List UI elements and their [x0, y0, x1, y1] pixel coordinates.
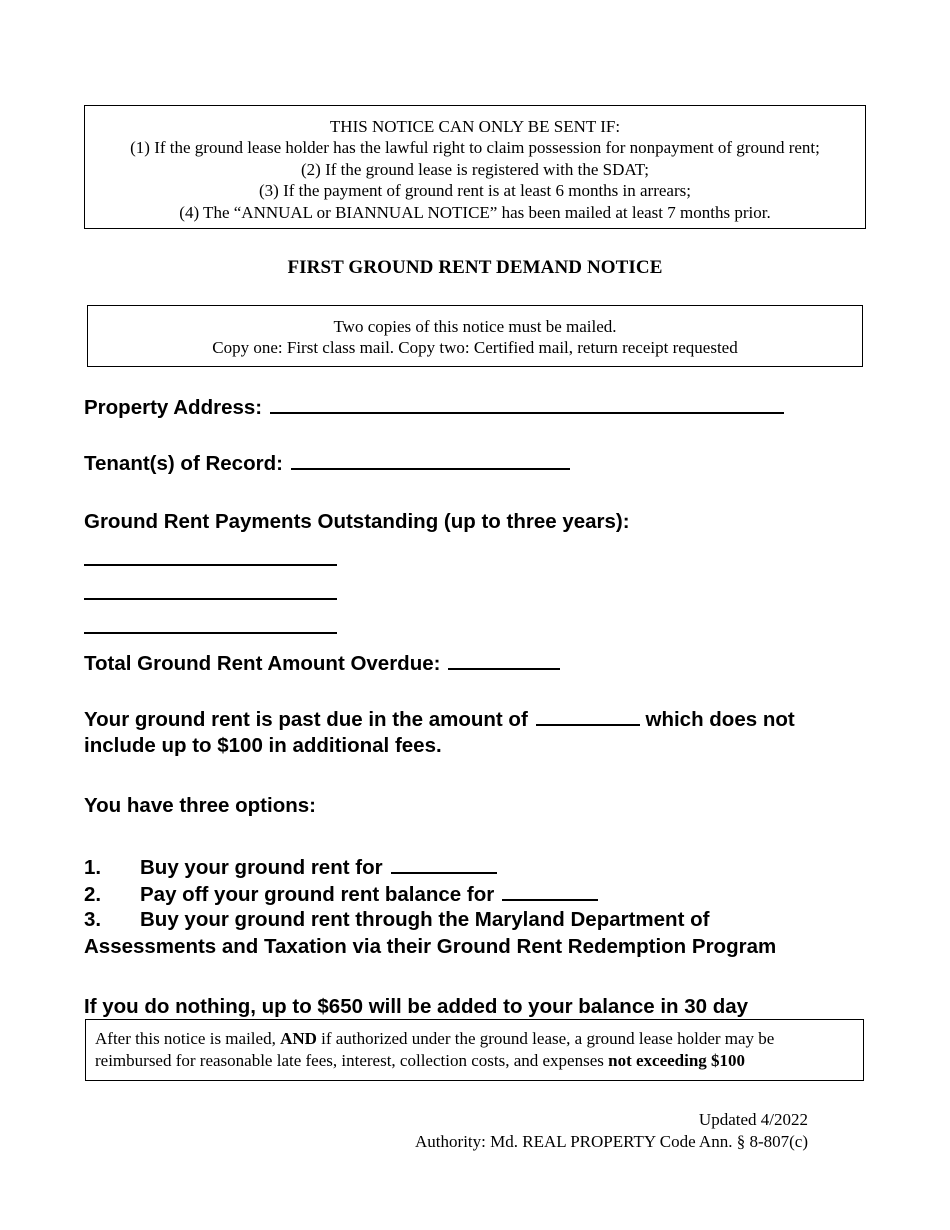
tenants-row	[84, 450, 570, 476]
option-text: Buy your ground rent for	[140, 856, 383, 879]
fees-emphasis: AND	[280, 1029, 317, 1048]
condition-item: (1) If the ground lease holder has the lawful right to claim possession for nonpayment of ground rent;	[130, 138, 820, 158]
fees-text: if authorized under the ground lease, a ground lease holder may be	[316, 1029, 775, 1048]
fees-emphasis: not exceeding $100	[608, 1051, 746, 1070]
payment-blank-row	[84, 546, 337, 572]
mailing-line-2: Copy one: First class mail. Copy two: Certified mail, return receipt requested	[212, 338, 738, 357]
payment-blank-2[interactable]	[84, 580, 337, 600]
total-overdue-row	[84, 650, 560, 676]
payment-blank-3[interactable]	[84, 614, 337, 634]
total-overdue-label: Total Ground Rent Amount Overdue:	[84, 652, 441, 675]
conditions-heading: THIS NOTICE CAN ONLY BE SENT IF:	[329, 117, 621, 136]
payment-blank-row	[84, 614, 337, 640]
payment-blank-row	[84, 580, 337, 606]
total-overdue-blank[interactable]	[448, 650, 560, 670]
payments-outstanding-label: Ground Rent Payments Outstanding (up to three years):	[84, 510, 630, 533]
option-number: 3.	[84, 908, 102, 931]
page-title: FIRST GROUND RENT DEMAND NOTICE	[287, 257, 663, 278]
condition-item: (2) If the ground lease is registered with the SDAT;	[301, 159, 649, 179]
conditions-box	[84, 105, 866, 229]
condition-item: (4) The “ANNUAL or BIANNUAL NOTICE” has been mailed at least 7 months prior.	[179, 202, 771, 222]
authority-citation: Authority: Md. REAL PROPERTY Code Ann. § 8-807(c)	[415, 1132, 808, 1151]
past-due-line-1	[84, 706, 795, 732]
fees-line-2	[95, 1050, 863, 1072]
buy-ground-rent-blank[interactable]	[391, 854, 497, 874]
option-item-2	[84, 881, 598, 907]
option-number: 1.	[84, 856, 102, 879]
option-number: 2.	[84, 883, 102, 906]
option-item-3-continued: Assessments and Taxation via their Ground Rent Redemption Program	[84, 935, 777, 958]
past-due-text-1: Your ground rent is past due in the amount of	[84, 708, 528, 731]
option-text: Buy your ground rent through the Maryland Department of	[140, 908, 710, 931]
mailing-line-1: Two copies of this notice must be mailed.	[333, 317, 617, 336]
fees-text: After this notice is mailed,	[95, 1029, 281, 1048]
fees-line-1	[95, 1028, 863, 1050]
options-intro: You have three options:	[84, 794, 316, 817]
property-address-blank[interactable]	[270, 394, 784, 414]
property-address-label: Property Address:	[84, 396, 263, 419]
past-due-line-2: include up to $100 in additional fees.	[84, 734, 442, 757]
warning-text: If you do nothing, up to $650 will be added to your balance in 30 day	[84, 995, 749, 1018]
fees-text: reimbursed for reasonable late fees, interest, collection costs, and expenses	[95, 1051, 609, 1070]
option-item-3	[84, 908, 709, 932]
payment-blank-1[interactable]	[84, 546, 337, 566]
tenants-blank[interactable]	[291, 450, 570, 470]
updated-date: Updated 4/2022	[698, 1110, 808, 1129]
mailing-instructions-box	[87, 305, 863, 367]
property-address-row	[84, 394, 784, 420]
past-due-amount-blank[interactable]	[536, 706, 640, 726]
fees-notice-box	[85, 1019, 864, 1081]
past-due-text-2: which does not	[645, 708, 795, 731]
tenants-label: Tenant(s) of Record:	[84, 452, 283, 475]
condition-item: (3) If the payment of ground rent is at least 6 months in arrears;	[259, 181, 691, 201]
option-item-1	[84, 854, 497, 880]
pay-off-balance-blank[interactable]	[502, 881, 598, 901]
option-text: Pay off your ground rent balance for	[140, 883, 495, 906]
